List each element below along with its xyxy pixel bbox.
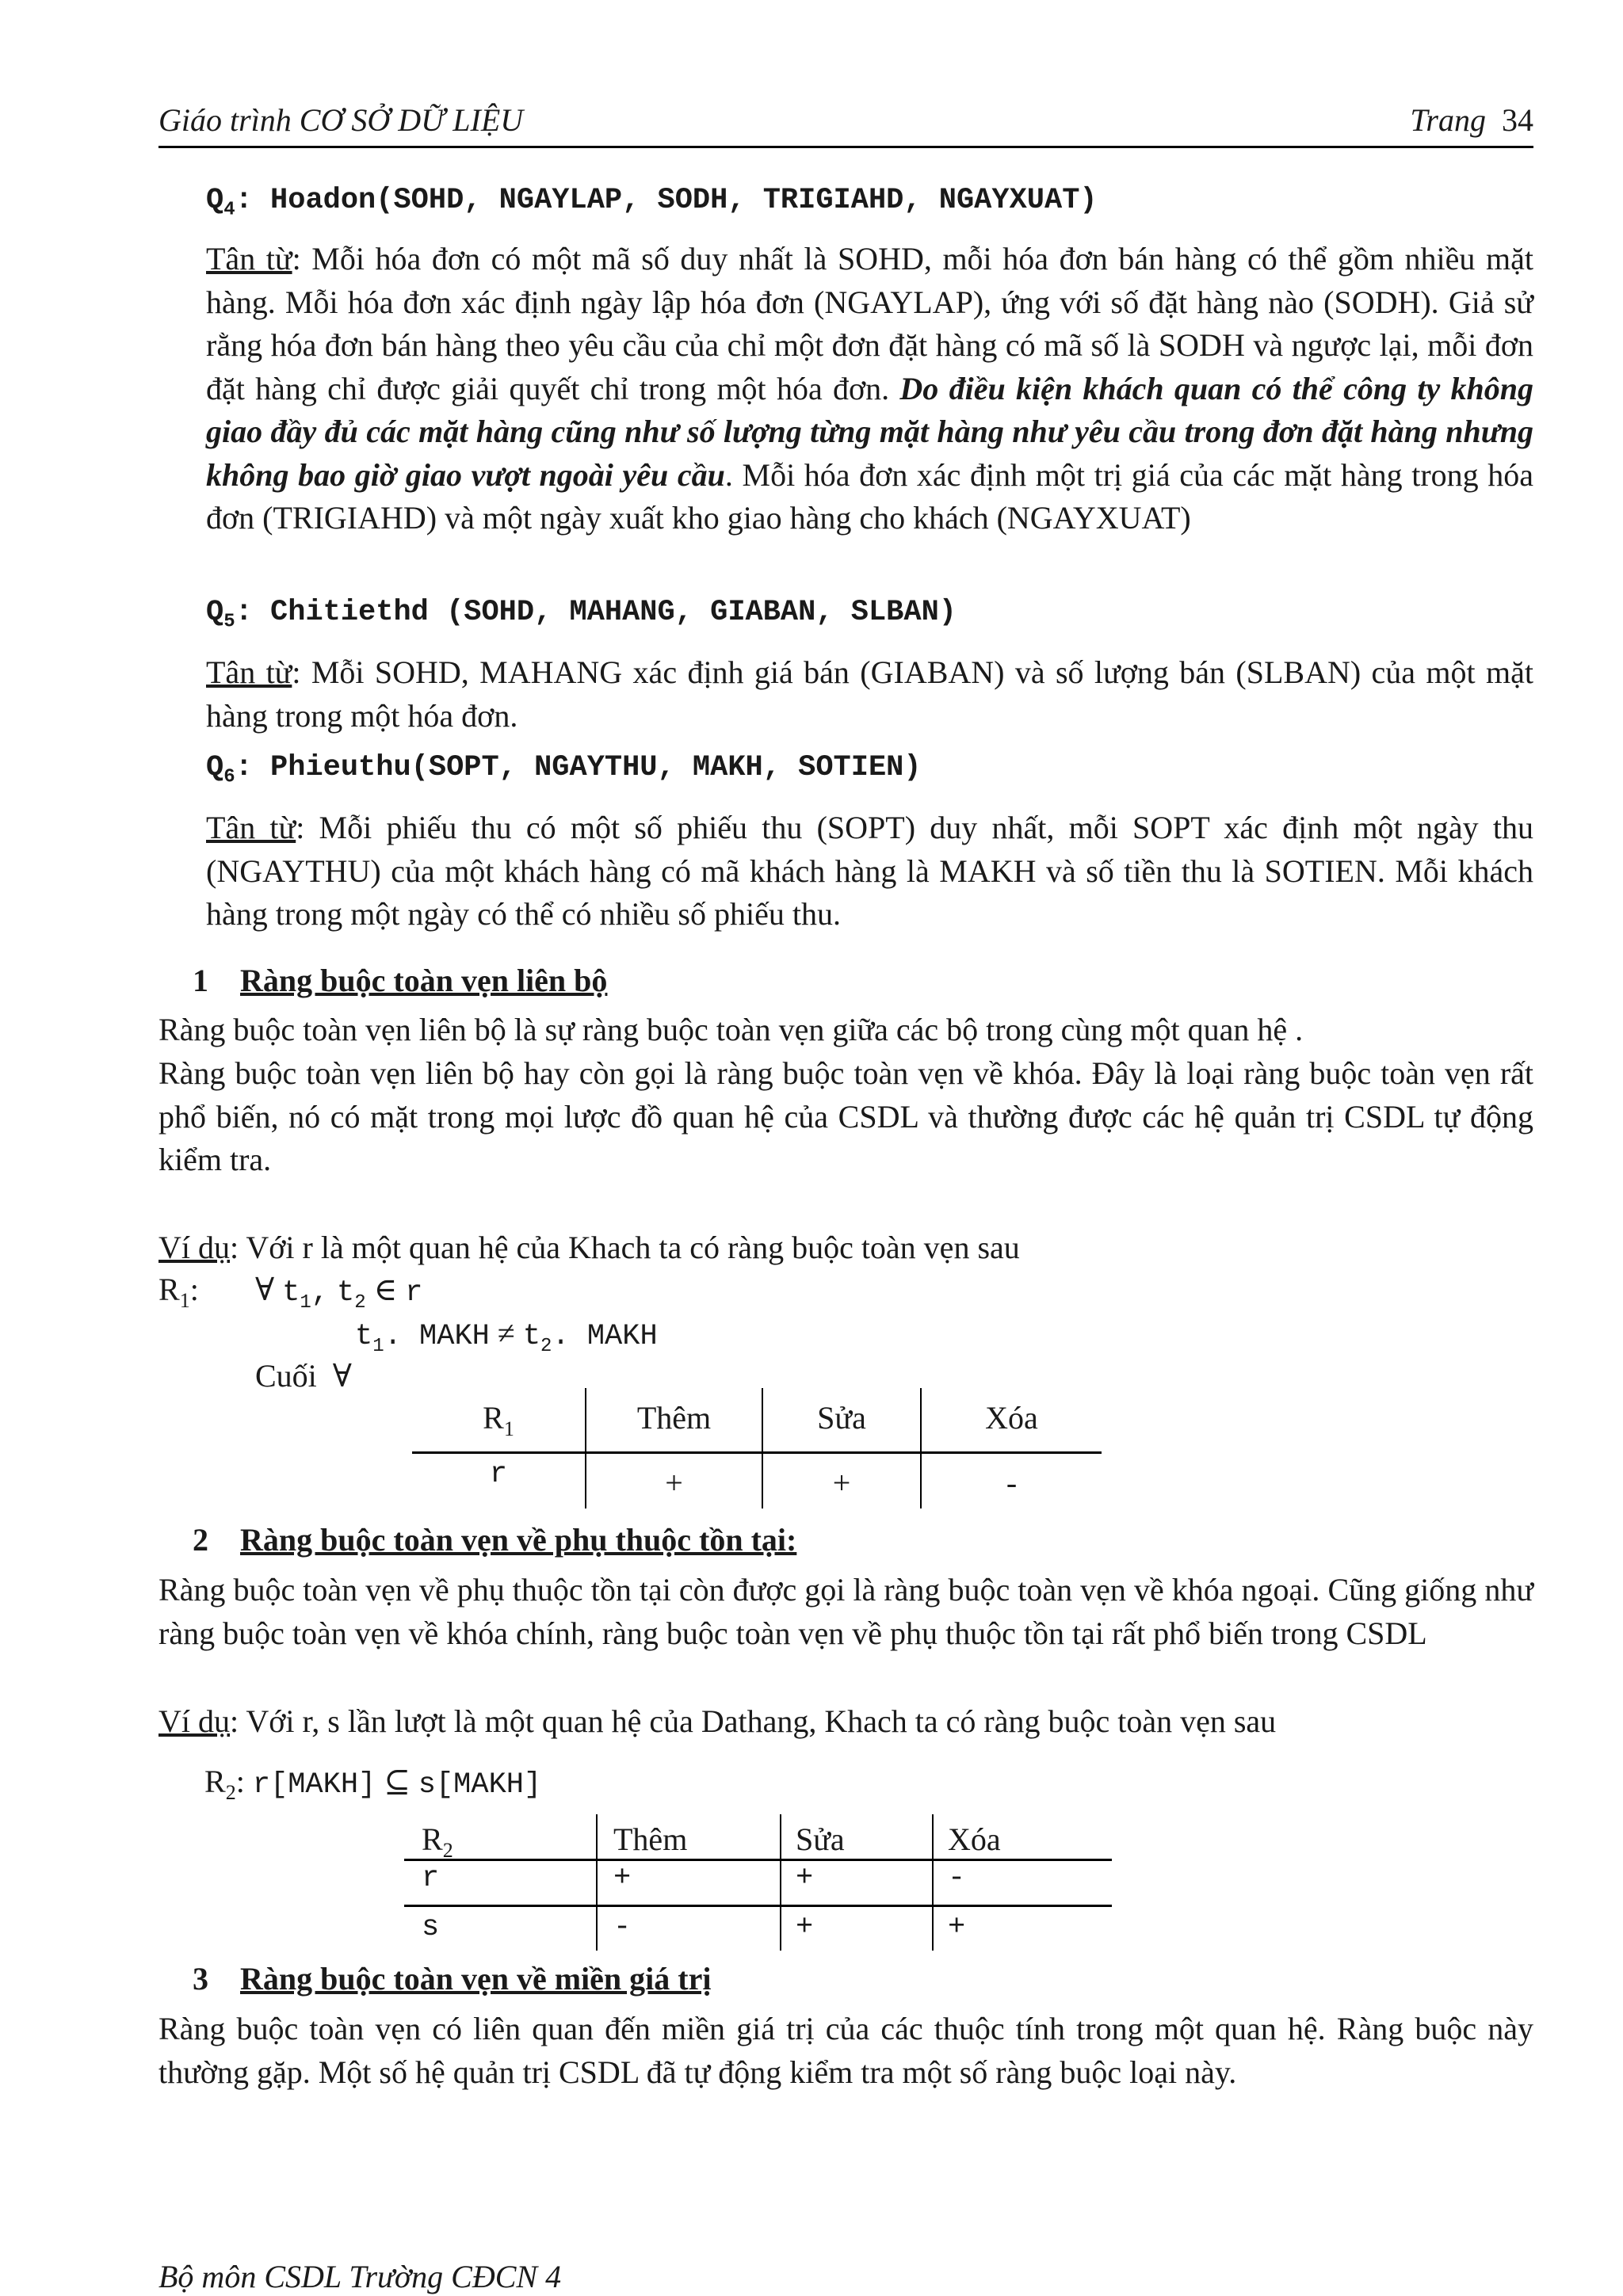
book-title: Giáo trình CƠ SỞ DỮ LIỆU <box>158 102 524 138</box>
r1-table-header-delete: Xóa <box>985 1400 1038 1436</box>
section-3-paragraph: Ràng buộc toàn vẹn có liên quan đến miền giá trị của các thuộc tính trong một quan hệ. Ràng buộc này thường gặp. Một số hệ quản trị CSDL đã tự động kiểm tra một số ràng buộc loại này. <box>158 2011 1533 2090</box>
q5-heading: $Q_5$: Chitiethd (SOHD, MAHANG, GIABAN, SLBAN) <box>206 596 957 633</box>
section-1-paragraph-2: Ràng buộc toàn vẹn liên bộ hay còn gọi là ràng buộc toàn vẹn về khóa. Đây là loại ràng buộc toàn vẹn rất phổ biến, nó có mặt trong mọi lược đồ quan hệ của CSDL và thường được các hệ quản trị CSDL tự động kiểm tra. <box>158 1055 1533 1177</box>
r2-table-row-1-edit: + <box>796 1862 814 1895</box>
r1-table-row-add: + <box>665 1465 683 1501</box>
section-2-example: Ví dụ: Với r, s lần lượt là một quan hệ của Dathang, Khach ta có ràng buộc toàn vẹn sau <box>158 1703 1277 1739</box>
r2-table-col-divider <box>596 1814 598 1951</box>
r2-table <box>404 1814 1112 1951</box>
r2-table-header-name: $R_2$ <box>422 1821 453 1862</box>
r2-table-row-rule <box>404 1905 1112 1907</box>
q4-heading: $Q_4$: Hoadon(SOHD, NGAYLAP, SODH, TRIGIAHD, NGAYXUAT) <box>206 184 1098 221</box>
r1-table-row-rel: r <box>489 1458 508 1491</box>
r2-table-row-1-rel: r <box>422 1862 440 1895</box>
q6-heading: $Q_6$: Phieuthu(SOPT, NGAYTHU, MAKH, SOTIEN) <box>206 751 922 788</box>
r2-table-col-divider <box>932 1814 934 1951</box>
section-1-heading: 1 Ràng buộc toàn vẹn liên bộ <box>193 963 608 998</box>
page-indicator: Trang 34 <box>1410 102 1533 138</box>
r2-table-row-2-add: - <box>613 1911 632 1944</box>
r1-table-header-add: Thêm <box>636 1400 712 1436</box>
header-divider <box>158 146 1533 148</box>
q4-description: Tân từ: Mỗi hóa đơn có một mã số duy nhất là SOHD, mỗi hóa đơn bán hàng có thể gồm nhiều mặt hàng. Mỗi hóa đơn xác định ngày lập hóa đơn (NGAYLAP), ứng với số đặt hàng nào (SODH). Giả sử rằng hóa đơn bán hàng theo yêu cầu của chỉ một đơn đặt hàng có mã số là SODH và ngược lại, mỗi đơn đặt hàng chỉ được giải quyết chỉ trong một hóa đơn. Do điều kiện khách quan có thể công ty không giao đầy đủ các mặt hàng cũng như số lượng từng mặt hàng như yêu cầu trong đơn đặt hàng nhưng không bao giờ giao vượt ngoài yêu cầu. Mỗi hóa đơn xác định một trị giá của các mặt hàng trong hóa đơn (TRIGIAHD) và một ngày xuất kho giao hàng cho khách (NGAYXUAT) <box>206 241 1534 536</box>
q5-description: Tân từ: Mỗi SOHD, MAHANG xác định giá bán (GIABAN) và số lượng bán (SLBAN) của một mặt hàng trong một hóa đơn. <box>206 654 1533 734</box>
section-3-heading: 3 Ràng buộc toàn vẹn về miền giá trị <box>193 1961 712 1997</box>
r2-table-col-divider <box>780 1814 781 1951</box>
page-header <box>158 101 1533 149</box>
q6-description: Tân từ: Mỗi phiếu thu có một số phiếu thu (SOPT) duy nhất, mỗi SOPT xác định một ngày thu (NGAYTHU) của một khách hàng có mã khách hàng là MAKH và số tiền thu là SOTIEN. Mỗi khách hàng trong một ngày có thể có nhiều số phiếu thu. <box>206 810 1534 932</box>
section-1-paragraph-1: Ràng buộc toàn vẹn liên bộ là sự ràng buộc toàn vẹn giữa các bộ trong cùng một quan hệ . <box>158 1012 1304 1047</box>
r1-table <box>412 1388 1102 1508</box>
r1-table-header-edit: Sửa <box>817 1400 866 1436</box>
r2-table-row-2-delete: + <box>948 1911 966 1944</box>
r2-table-row-2-rel: s <box>422 1911 440 1944</box>
rule-r1-end: Cuối ∀ <box>255 1358 352 1394</box>
r2-table-row-1-add: + <box>613 1862 632 1895</box>
section-2-paragraph: Ràng buộc toàn vẹn về phụ thuộc tồn tại còn được gọi là ràng buộc toàn vẹn về khóa ngoại. Cũng giống như ràng buộc toàn vẹn về khóa chính, ràng buộc toàn vẹn về phụ thuộc tồn tại rất phổ biến trong CSDL <box>158 1572 1533 1651</box>
rule-r2: $R_2$: r[MAKH] ⊆ s[MAKH] <box>204 1764 542 1804</box>
r2-table-header-add: Thêm <box>613 1821 688 1857</box>
rule-r1-condition: $t_1$. MAKH ≠ $t_2$. MAKH <box>355 1315 658 1357</box>
section-2-heading: 2 Ràng buộc toàn vẹn về phụ thuộc tồn tại: <box>193 1522 797 1558</box>
rule-r1-quantifier: ∀ $t_1$, $t_2$ ∈ r <box>255 1272 423 1314</box>
r1-table-header-name: $R_1$ <box>483 1400 514 1440</box>
r1-table-row-edit: + <box>832 1465 851 1501</box>
section-1-example: Ví dụ: Với r là một quan hệ của Khach ta có ràng buộc toàn vẹn sau <box>158 1230 1020 1265</box>
r1-table-header-rule <box>412 1451 1102 1454</box>
r2-table-header-edit: Sửa <box>796 1821 845 1857</box>
page-footer: Bộ môn CSDL Trường CĐCN 4 <box>158 2259 562 2294</box>
r1-table-row-delete: - <box>1006 1465 1018 1501</box>
r2-table-header-delete: Xóa <box>948 1821 1001 1857</box>
rule-r1-name: $R_1$: <box>158 1272 199 1312</box>
r2-table-header-rule <box>404 1859 1112 1861</box>
r2-table-row-1-delete: - <box>948 1862 966 1895</box>
page-number: 34 <box>1502 102 1533 138</box>
r2-table-row-2-edit: + <box>796 1911 814 1944</box>
